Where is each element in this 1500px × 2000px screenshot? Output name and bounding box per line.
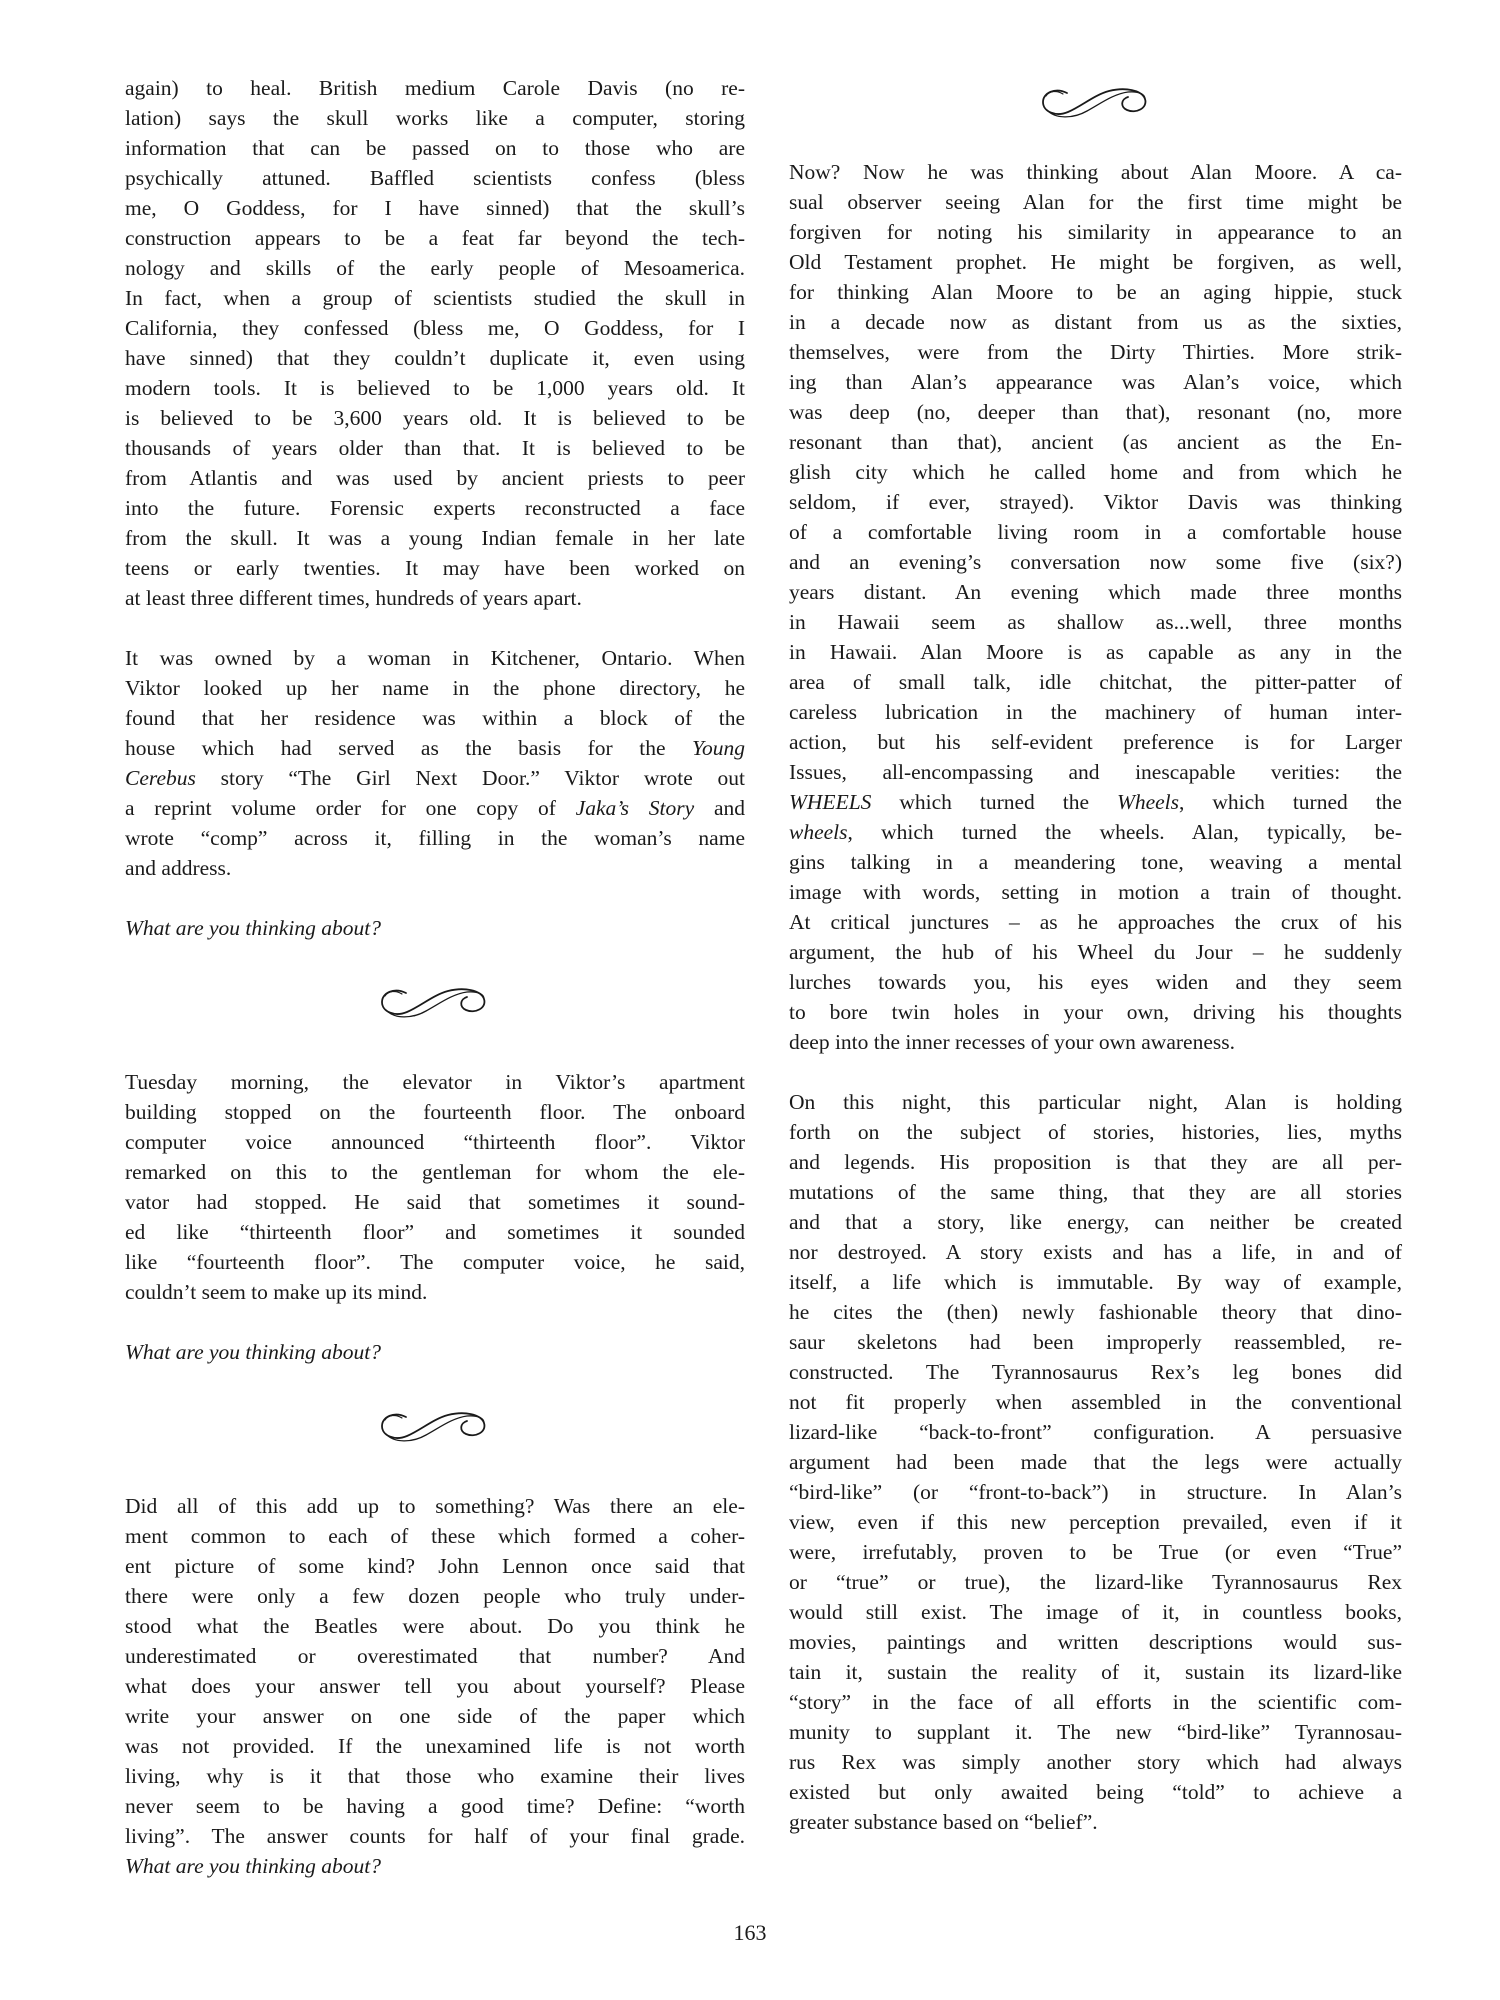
text-line: Now? Now he was thinking about Alan Moore. A ca- — [789, 160, 1402, 184]
text-line: argument, the hub of his Wheel du Jour – he suddenly — [789, 940, 1402, 964]
text-line: munity to supplant it. The new “bird-like” Tyrannosau- — [789, 1720, 1402, 1744]
infinity-flourish-icon — [376, 1405, 494, 1451]
text-line: in Hawaii. Alan Moore is as capable as any in the — [789, 640, 1402, 664]
paragraph — [125, 1491, 745, 1881]
text-line: tain it, sustain the reality of it, sustain its lizard-like — [789, 1660, 1402, 1684]
text-line: ment common to each of these which formed a coher- — [125, 1524, 745, 1548]
flourish-ornament — [125, 981, 745, 1029]
text-line: would still exist. The image of it, in countless books, — [789, 1600, 1402, 1624]
text-line: underestimated or overestimated that number? And — [125, 1644, 745, 1668]
paragraph — [125, 643, 745, 883]
text-line: rus Rex was simply another story which had always — [789, 1750, 1402, 1774]
text-line: he cites the (then) newly fashionable theory that dino- — [789, 1300, 1402, 1324]
text-line: for thinking Alan Moore to be an aging hippie, stuck — [789, 280, 1402, 304]
text-line: sual observer seeing Alan for the first time might be — [789, 190, 1402, 214]
text-line: modern tools. It is believed to be 1,000 years old. It — [125, 376, 745, 400]
text-line: argument had been made that the legs were actually — [789, 1450, 1402, 1474]
text-line: were, irrefutably, proven to be True (or even “True” — [789, 1540, 1402, 1564]
text-line: Tuesday morning, the elevator in Viktor’s apartment — [125, 1070, 745, 1094]
italic-text: Wheels — [1116, 790, 1180, 814]
text-line: image with words, setting in motion a train of thought. — [789, 880, 1402, 904]
paragraph — [789, 1087, 1402, 1837]
text-line: constructed. The Tyrannosaurus Rex’s leg bones did — [789, 1360, 1402, 1384]
text-line: what does your answer tell you about yourself? Please — [125, 1674, 745, 1698]
italic-text: wheels — [789, 820, 848, 844]
question-line: What are you thinking about? — [125, 916, 381, 940]
text-line: Did all of this add up to something? Was there an ele- — [125, 1494, 745, 1518]
text-line: construction appears to be a feat far beyond the tech- — [125, 226, 745, 250]
text-line: not fit properly when assembled in the conventional — [789, 1390, 1402, 1414]
text-line: information that can be passed on to those who are — [125, 136, 745, 160]
text-line: from Atlantis and was used by ancient priests to peer — [125, 466, 745, 490]
text-line: Cerebus story “The Girl Next Door.” Viktor wrote out — [125, 766, 745, 790]
text-line: mutations of the same thing, that they are all stories — [789, 1180, 1402, 1204]
text-line: was deep (no, deeper than that), resonant (no, more — [789, 400, 1402, 424]
text-line: action, but his self-evident preference is for Larger — [789, 730, 1402, 754]
text-line: Old Testament prophet. He might be forgiven, as well, — [789, 250, 1402, 274]
text-line: It was owned by a woman in Kitchener, Ontario. When — [125, 646, 745, 670]
text-line: and that a story, like energy, can neither be created — [789, 1210, 1402, 1234]
text-line: wheels, which turned the wheels. Alan, typically, be- — [789, 820, 1402, 844]
text-line: computer voice announced “thirteenth floor”. Viktor — [125, 1130, 745, 1154]
text-line: lation) says the skull works like a computer, storing — [125, 106, 745, 130]
text-line: vator had stopped. He said that sometimes it sound- — [125, 1190, 745, 1214]
text-line: in Hawaii seem as shallow as...well, three months — [789, 610, 1402, 634]
text-line: thousands of years older than that. It is believed to be — [125, 436, 745, 460]
left-column — [125, 73, 745, 1911]
text-line: at least three different times, hundreds of years apart. — [125, 586, 582, 610]
text-line: a reprint volume order for one copy of Jaka’s Story and — [125, 796, 745, 820]
text-line: At critical junctures – as he approaches the crux of his — [789, 910, 1402, 934]
text-line: couldn’t seem to make up its mind. — [125, 1280, 428, 1304]
text-line: have sinned) that they couldn’t duplicate it, even using — [125, 346, 745, 370]
question-line: What are you thinking about? — [125, 1340, 381, 1364]
text-line: glish city which he called home and from which he — [789, 460, 1402, 484]
text-line: ed like “thirteenth floor” and sometimes it sounded — [125, 1220, 745, 1244]
text-line: “bird-like” (or “front-to-back”) in structure. In Alan’s — [789, 1480, 1402, 1504]
text-line: like “fourteenth floor”. The computer voice, he said, — [125, 1250, 745, 1274]
text-line: careless lubrication in the machinery of human inter- — [789, 700, 1402, 724]
text-line: ent picture of some kind? John Lennon once said that — [125, 1554, 745, 1578]
text-line: gins talking in a meandering tone, weaving a mental — [789, 850, 1402, 874]
right-column — [789, 73, 1402, 1911]
text-line: and address. — [125, 856, 232, 880]
infinity-flourish-icon — [1037, 81, 1155, 127]
text-line: itself, a life which is immutable. By way of example, — [789, 1270, 1402, 1294]
text-line: WHEELS which turned the Wheels, which turned the — [789, 790, 1402, 814]
text-line: of a comfortable living room in a comfortable house — [789, 520, 1402, 544]
text-line: resonant than that), ancient (as ancient as the En- — [789, 430, 1402, 454]
text-line: was not provided. If the unexamined life is not worth — [125, 1734, 745, 1758]
paragraph — [789, 157, 1402, 1057]
text-line: movies, paintings and written descriptions would sus- — [789, 1630, 1402, 1654]
text-line: living”. The answer counts for half of your final grade. — [125, 1824, 745, 1848]
flourish-ornament — [789, 81, 1402, 129]
text-line: saur skeletons had been improperly reassembled, re- — [789, 1330, 1402, 1354]
italic-text: Cerebus — [125, 766, 196, 790]
text-line: is believed to be 3,600 years old. It is believed to be — [125, 406, 745, 430]
text-line: years distant. An evening which made three months — [789, 580, 1402, 604]
text-line: California, they confessed (bless me, O Goddess, for I — [125, 316, 745, 340]
text-line: Viktor looked up her name in the phone directory, he — [125, 676, 745, 700]
flourish-ornament — [125, 1405, 745, 1453]
text-line: themselves, were from the Dirty Thirties. More strik- — [789, 340, 1402, 364]
text-line — [125, 1851, 745, 1881]
text-line: into the future. Forensic experts reconstructed a face — [125, 496, 745, 520]
paragraph — [125, 73, 745, 613]
text-line: greater substance based on “belief”. — [789, 1810, 1098, 1834]
page-footer — [0, 1918, 1500, 1948]
infinity-flourish-icon — [376, 981, 494, 1027]
text-line: wrote “comp” across it, filling in the woman’s name — [125, 826, 745, 850]
text-line: to bore twin holes in your own, driving his thoughts — [789, 1000, 1402, 1024]
text-line: On this night, this particular night, Alan is holding — [789, 1090, 1402, 1114]
text-line: building stopped on the fourteenth floor. The onboard — [125, 1100, 745, 1124]
text-line: lizard-like “back-to-front” configuration. A persuasive — [789, 1420, 1402, 1444]
text-line: remarked on this to the gentleman for whom the ele- — [125, 1160, 745, 1184]
text-line: there were only a few dozen people who truly under- — [125, 1584, 745, 1608]
text-line: nology and skills of the early people of Mesoamerica. — [125, 256, 745, 280]
text-line: and legends. His proposition is that they are all per- — [789, 1150, 1402, 1174]
text-line: forgiven for noting his similarity in appearance to an — [789, 220, 1402, 244]
page-number: 163 — [733, 1920, 767, 1945]
text-line: area of small talk, idle chitchat, the pitter-patter of — [789, 670, 1402, 694]
text-line: stood what the Beatles were about. Do you think he — [125, 1614, 745, 1638]
text-line: nor destroyed. A story exists and has a life, in and of — [789, 1240, 1402, 1264]
text-line: teens or early twenties. It may have been worked on — [125, 556, 745, 580]
text-line: again) to heal. British medium Carole Davis (no re- — [125, 76, 745, 100]
italic-text: WHEELS — [789, 790, 872, 814]
text-line: from the skull. It was a young Indian female in her late — [125, 526, 745, 550]
italic-text: Jaka’s Story — [575, 796, 695, 820]
text-line: in a decade now as distant from us as the sixties, — [789, 310, 1402, 334]
text-line: living, why is it that those who examine their lives — [125, 1764, 745, 1788]
text-line: existed but only awaited being “told” to achieve a — [789, 1780, 1402, 1804]
text-line: ing than Alan’s appearance was Alan’s voice, which — [789, 370, 1402, 394]
text-line: forth on the subject of stories, histories, lies, myths — [789, 1120, 1402, 1144]
text-line: “story” in the face of all efforts in the scientific com- — [789, 1690, 1402, 1714]
text-line: found that her residence was within a block of the — [125, 706, 745, 730]
text-line: house which had served as the basis for the Young — [125, 736, 745, 760]
text-line: me, O Goddess, for I have sinned) that the skull’s — [125, 196, 745, 220]
text-line: Issues, all-encompassing and inescapable verities: the — [789, 760, 1402, 784]
text-line: seldom, if ever, strayed). Viktor Davis was thinking — [789, 490, 1402, 514]
text-line: and an evening’s conversation now some five (six?) — [789, 550, 1402, 574]
text-line: In fact, when a group of scientists studied the skull in — [125, 286, 745, 310]
text-line: deep into the inner recesses of your own awareness. — [789, 1030, 1235, 1054]
text-line: psychically attuned. Baffled scientists confess (bless — [125, 166, 745, 190]
italic-text: What are you thinking about? — [125, 1854, 381, 1878]
paragraph — [125, 1067, 745, 1307]
text-line: never seem to be having a good time? Define: “worth — [125, 1794, 745, 1818]
text-line: or “true” or true), the lizard-like Tyrannosaurus Rex — [789, 1570, 1402, 1594]
text-line: lurches towards you, his eyes widen and they seem — [789, 970, 1402, 994]
text-line: view, even if this new perception prevailed, even if it — [789, 1510, 1402, 1534]
italic-text: Young — [692, 736, 745, 760]
text-line: write your answer on one side of the paper which — [125, 1704, 745, 1728]
